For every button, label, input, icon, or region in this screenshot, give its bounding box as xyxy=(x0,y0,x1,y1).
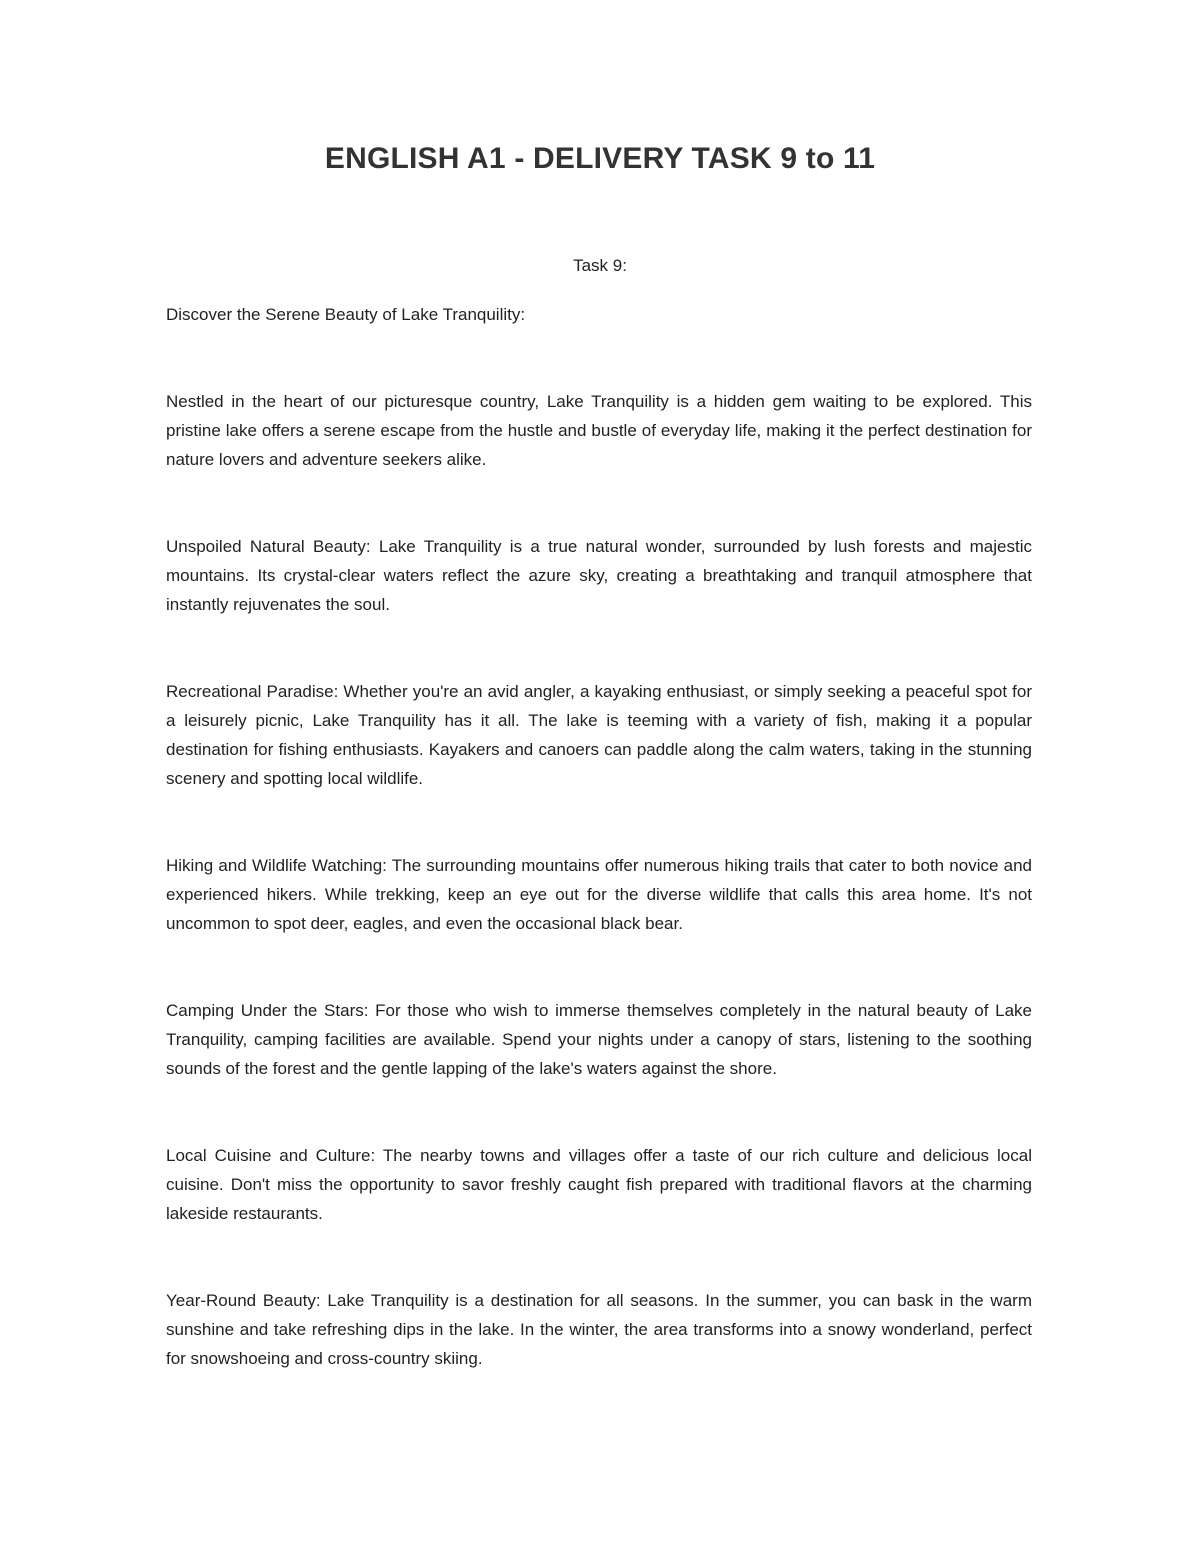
paragraph-hiking-wildlife: Hiking and Wildlife Watching: The surrounding mountains offer numerous hiking trails that cater to both novice and experienced hikers. While trekking, keep an eye out for the diverse wildlife that calls this area home. It's not uncommon to spot deer, eagles, and even the occasional black bear. xyxy=(166,856,1032,933)
task-heading: Task 9: xyxy=(573,256,627,275)
document-body xyxy=(166,300,1032,1431)
paragraph-cuisine-culture: Local Cuisine and Culture: The nearby towns and villages offer a taste of our rich culture and delicious local cuisine. Don't miss the opportunity to savor freshly caught fish prepared with traditional flavors at the charming lakeside restaurants. xyxy=(166,1146,1032,1223)
intro-line: Discover the Serene Beauty of Lake Tranquility: xyxy=(166,305,526,324)
paragraph-camping: Camping Under the Stars: For those who wish to immerse themselves completely in the natural beauty of Lake Tranquility, camping facilities are available. Spend your nights under a canopy of stars, listening to the soothing sounds of the forest and the gentle lapping of the lake's waters against the shore. xyxy=(166,1001,1032,1078)
paragraph-year-round: Year-Round Beauty: Lake Tranquility is a destination for all seasons. In the summer, you can bask in the warm sunshine and take refreshing dips in the lake. In the winter, the area transforms into a snowy wonderland, perfect for snowshoeing and cross-country skiing. xyxy=(166,1291,1032,1368)
document-title: ENGLISH A1 - DELIVERY TASK 9 to 11 xyxy=(324,142,876,175)
paragraph-recreational-paradise: Recreational Paradise: Whether you're an avid angler, a kayaking enthusiast, or simply seeking a peaceful spot for a leisurely picnic, Lake Tranquility has it all. The lake is teeming with a variety of fish, making it a popular destination for fishing enthusiasts. Kayakers and canoers can paddle along the calm waters, taking in the stunning scenery and spotting local wildlife. xyxy=(166,682,1032,788)
paragraph-natural-beauty: Unspoiled Natural Beauty: Lake Tranquility is a true natural wonder, surrounded by lush forests and majestic mountains. Its crystal-clear waters reflect the azure sky, creating a breathtaking and tranquil atmosphere that instantly rejuvenates the soul. xyxy=(166,537,1032,614)
paragraph-intro: Nestled in the heart of our picturesque country, Lake Tranquility is a hidden gem waiting to be explored. This pristine lake offers a serene escape from the hustle and bustle of everyday life, making it the perfect destination for nature lovers and adventure seekers alike. xyxy=(166,392,1032,469)
